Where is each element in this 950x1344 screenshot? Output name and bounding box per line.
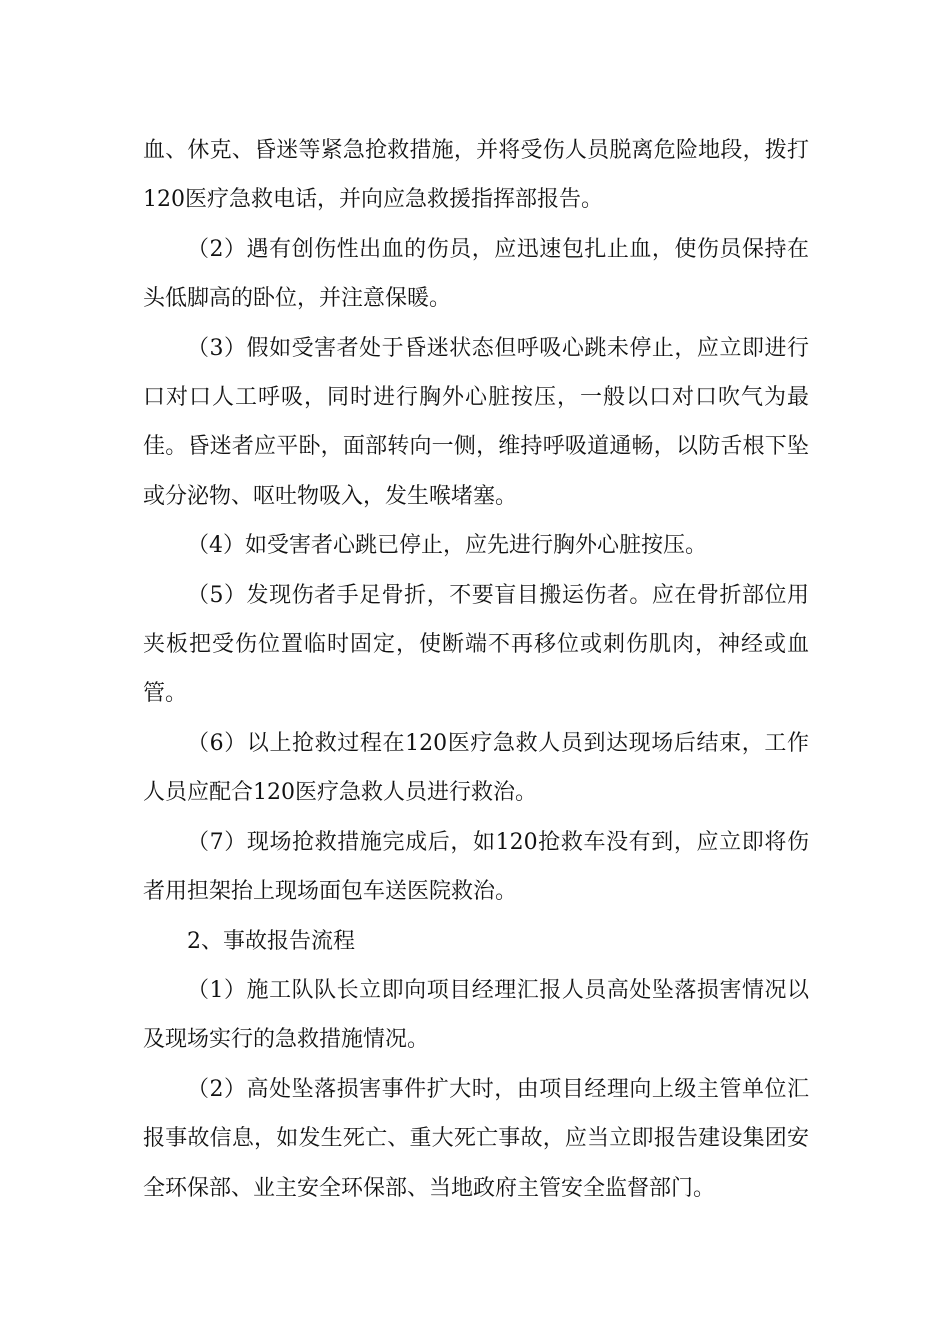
paragraph-item-3: （3）假如受害者处于昏迷状态但呼吸心跳未停止，应立即进行口对口人工呼吸，同时进行胸外心脏按压，一般以口对口吹气为最佳。昏迷者应平卧，面部转向一侧，维持呼吸道通畅，以防舌根下坠或分泌物、呕吐物吸入，发生喉堵塞。 (143, 335, 809, 509)
paragraph-report-1: （1）施工队队长立即向项目经理汇报人员高处坠落损害情况以及现场实行的急救措施情况。 (143, 977, 809, 1053)
paragraph-item-6: （6）以上抢救过程在120医疗急救人员到达现场后结束，工作人员应配合120医疗急救人员进行救治。 (143, 730, 809, 806)
paragraph-report-2: （2）高处坠落损害事件扩大时，由项目经理向上级主管单位汇报事故信息，如发生死亡、重大死亡事故，应当立即报告建设集团安全环保部、业主安全环保部、当地政府主管安全监督部门。 (143, 1076, 809, 1201)
paragraph-item-5: （5）发现伤者手足骨折，不要盲目搬运伤者。应在骨折部位用夹板把受伤位置临时固定，使断端不再移位或刺伤肌肉，神经或血管。 (143, 582, 809, 707)
document-body (143, 126, 809, 1213)
paragraph-continuation: 血、休克、昏迷等紧急抢救措施，并将受伤人员脱离危险地段，拨打120医疗急救电话，并向应急救援指挥部报告。 (143, 138, 809, 213)
paragraph-item-4: （4）如受害者心跳已停止，应先进行胸外心脏按压。 (187, 533, 707, 559)
paragraph-item-2: （2）遇有创伤性出血的伤员，应迅速包扎止血，使伤员保持在头低脚高的卧位，并注意保暖。 (143, 236, 809, 312)
section-heading-report-process: 2、事故报告流程 (187, 928, 355, 954)
paragraph-item-7: （7）现场抢救措施完成后，如120抢救车没有到，应立即将伤者用担架抬上现场面包车送医院救治。 (143, 829, 809, 905)
